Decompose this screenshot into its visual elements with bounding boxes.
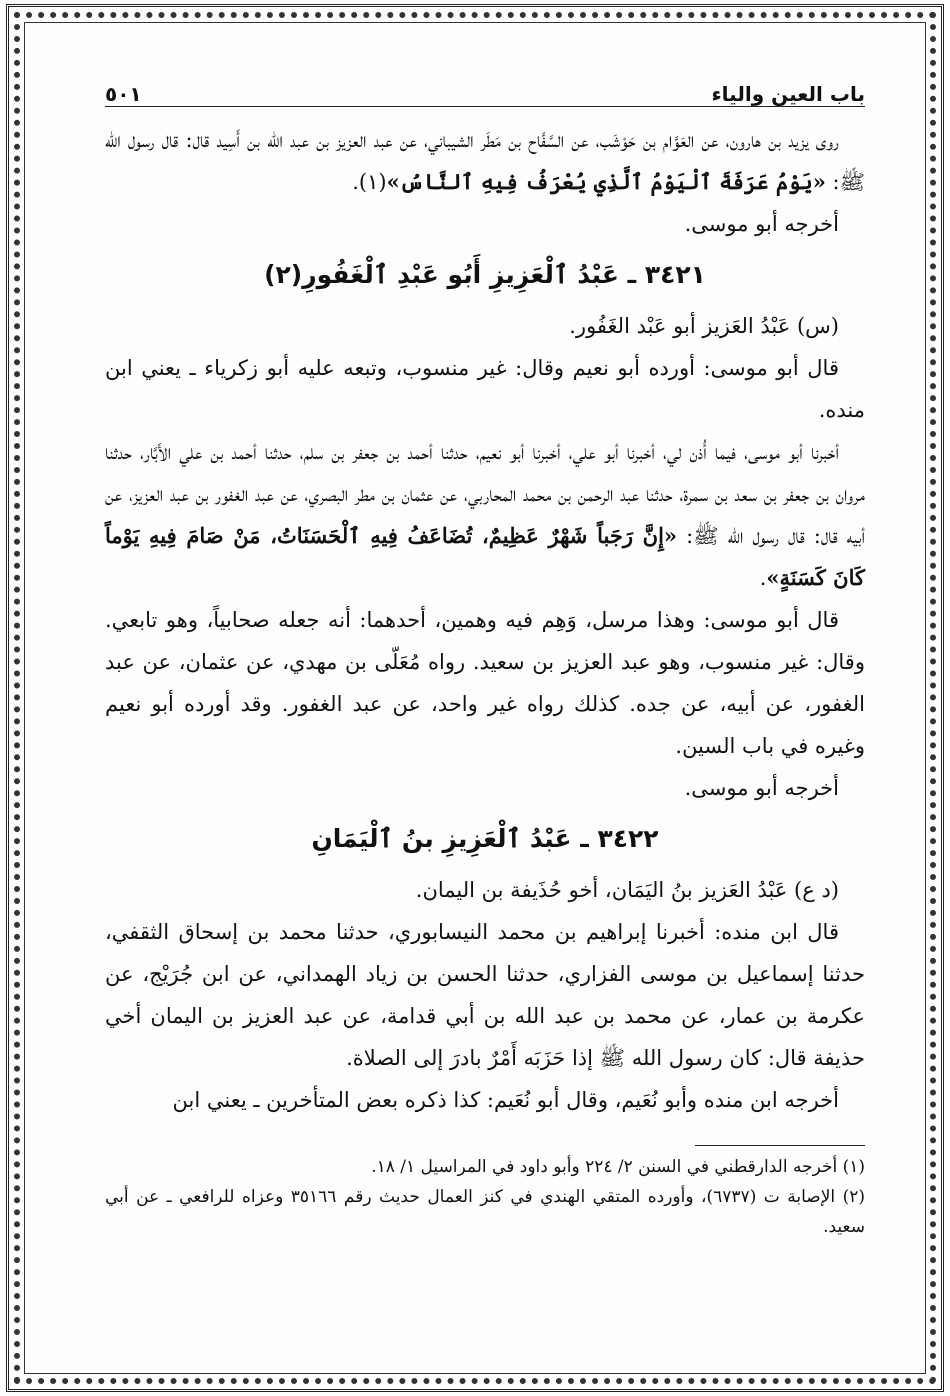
paragraph-5-text: أخبرنا أبو موسى، فيما أُذن لي، أخبرنا أبو علي، أخبرنا أبو نعيم، حدثنا أحمد بن جعفر بن سلم، حدثنا أحمد بن علي الأَبَّار، حدثنا مروان بن جعفر بن سعد بن سمرة، حدثنا عبد الرحمن بن محمد المحاربي، عن عثمان بن مطر البصري، عن عبد الغفور بن عبد العزيز، عن أبيه قال: قال رسول الله ﷺ:: [105, 440, 865, 548]
paragraph-5: [105, 431, 865, 599]
paragraph-2: أخرجه أبو موسى.: [684, 212, 839, 236]
paragraph-9: قال ابن منده: أخبرنا إبراهيم بن محمد النيسابوري، حدثنا محمد بن إسحاق الثقفي، حدثنا إسماعيل بن موسى الفزاري، حدثنا الحسن بن زياد الهمداني، عن ابن جُرَيْج، عن عكرمة بن عمار، عن محمد بن عبد الله بن أبي قدامة، عن عبد العزيز بن اليمان أخي حذيفة قال: كان رسول الله ﷺ إذا حَزَبَه أَمْرٌ بادرَ إلى الصلاة.: [105, 920, 865, 1070]
paragraph-7: أخرجه أبو موسى.: [684, 776, 839, 800]
page-content: [105, 72, 865, 1242]
paragraph-4: قال أبو موسى: أورده أبو نعيم وقال: غير منسوب، وتبعه عليه أبو زكرياء ـ يعني ابن منده.: [105, 356, 865, 422]
running-title: باب العين والياء: [711, 82, 865, 106]
hadith-quote-2: «إِنَّ رَجَباً شَهْرٌ عَظِيمٌ، تُضَاعَفُ فِيهِ ٱلْحَسَنَاتُ، مَنْ صَامَ فِيهِ يَوْماً كَانَ كَسَنَةٍ»: [105, 523, 865, 590]
paragraph-6: قال أبو موسى: وهذا مرسل، وَهِم فيه وهمين، أحدهما: أنه جعله صحابياً، وهو تابعي. وقال: غير منسوب، وهو عبد العزيز بن سعيد. رواه مُعَلّى بن مهدي، عن عثمان، عن عبد الغفور، عن أبيه، عن جده. كذلك رواه غير واحد، عن عبد الغفور. وقد أورده أبو نعيم وغيره في باب السين.: [105, 608, 865, 758]
entry-heading-3422: ٣٤٢٢ ـ عَبْدُ ٱلْعَزِيزِ بنُ ٱلْيَمَانِ: [311, 824, 659, 853]
footnote-ref-1: (١).: [352, 170, 387, 194]
footnote-1: (١) أخرجه الدارقطني في السنن ٢/ ٢٢٤ وأبو داود في المراسيل ١/ ١٨.: [371, 1157, 865, 1177]
paragraph-1: [105, 119, 865, 203]
hadith-quote-1: «يَوْمُ عَرَفَةَ ٱلْيَوْمُ ٱلَّذِي يُعْرَفُ فِيهِ ٱلنَّاسُ»: [386, 169, 826, 194]
paragraph-3: (س) عَبْدُ العَزيز أبو عَبْد الغَفُور.: [569, 314, 839, 338]
footnote-2: (٢) الإصابة ت (٦٧٣٧)، وأورده المتقي الهندي في كنز العمال حديث رقم ٣٥١٦٦ وعزاه للرافعي ـ عن أبي سعيد.: [105, 1187, 866, 1237]
paragraph-10: أخرجه ابن منده وأبو نُعَيم، وقال أبو نُعَيم: كذا ذكره بعض المتأخرين ـ يعني ابن: [172, 1088, 839, 1112]
paragraph-5-tail: .: [759, 566, 767, 590]
running-header: [105, 72, 865, 107]
page-number: ٥٠١: [105, 82, 142, 106]
footnote-separator: [695, 1145, 865, 1146]
entry-heading-3421: ٣٤٢١ ـ عَبْدُ ٱلْعَزِيزِ أَبُو عَبْدِ ٱلْغَفُورِ(٢): [264, 260, 706, 289]
paragraph-8: (د ع) عَبْدُ العَزيز بنُ اليَمَان، أخو حُذَيفة بن اليمان.: [415, 878, 839, 902]
paragraph-1-text: روى يزيد بن هارون، عن العَوَّام بن حَوْشَب، عن السَّفَّاح بن مَطَر الشيباني، عن عبد العزيز بن عبد الله بن أَسِيد قال: قال رسول الله ﷺ:: [105, 128, 865, 194]
